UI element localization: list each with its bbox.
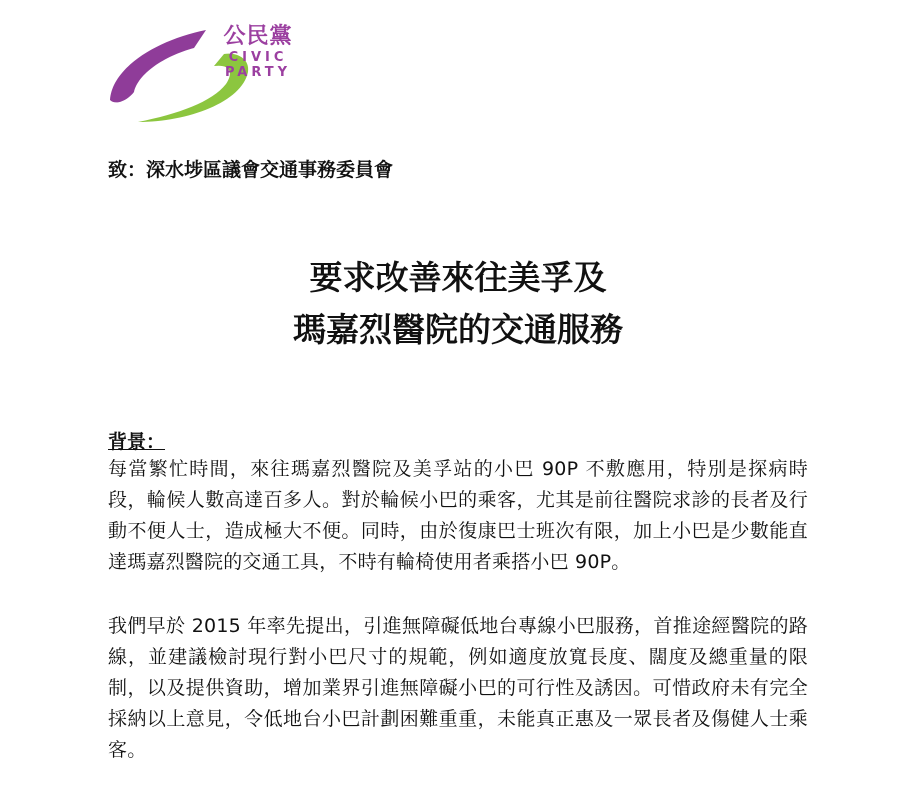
background-heading: 背景： [108,431,166,453]
logo-wordmark [208,24,308,80]
civic-party-logo [108,22,308,128]
title-line-2: 瑪嘉烈醫院的交通服務 [293,310,623,349]
logo-name-en-line1: CIVIC [228,50,288,65]
logo-name-en-line2: PARTY [224,65,292,80]
background-paragraph-1: 每當繁忙時間，來往瑪嘉烈醫院及美孚站的小巴 90P 不敷應用，特別是探病時段，輪候人數高達百多人。對於輪候小巴的乘客，尤其是前往醫院求診的長者及行動不便人士，造成極大不便。同時，由於復康巴士班次有限，加上小巴是少數能直達瑪嘉烈醫院的交通工具，不時有輪椅使用者乘搭小巴 90P。 [108,458,808,573]
recipient-line: 致：深水埗區議會交通事務委員會 [108,159,394,181]
title-line-1: 要求改善來往美孚及 [309,258,607,297]
background-section [108,430,808,766]
logo-name-zh: 公民黨 [223,24,293,49]
document-title [0,252,916,356]
background-paragraph-2: 我們早於 2015 年率先提出，引進無障礙低地台專線小巴服務，首推途經醫院的路線，並建議檢討現行對小巴尺寸的規範，例如適度放寬長度、闊度及總重量的限制，以及提供資助，增加業界引進無障礙小巴的可行性及誘因。可惜政府未有完全採納以上意見，令低地台小巴計劃困難重重，未能真正惠及一眾長者及傷健人士乘客。 [108,615,808,761]
